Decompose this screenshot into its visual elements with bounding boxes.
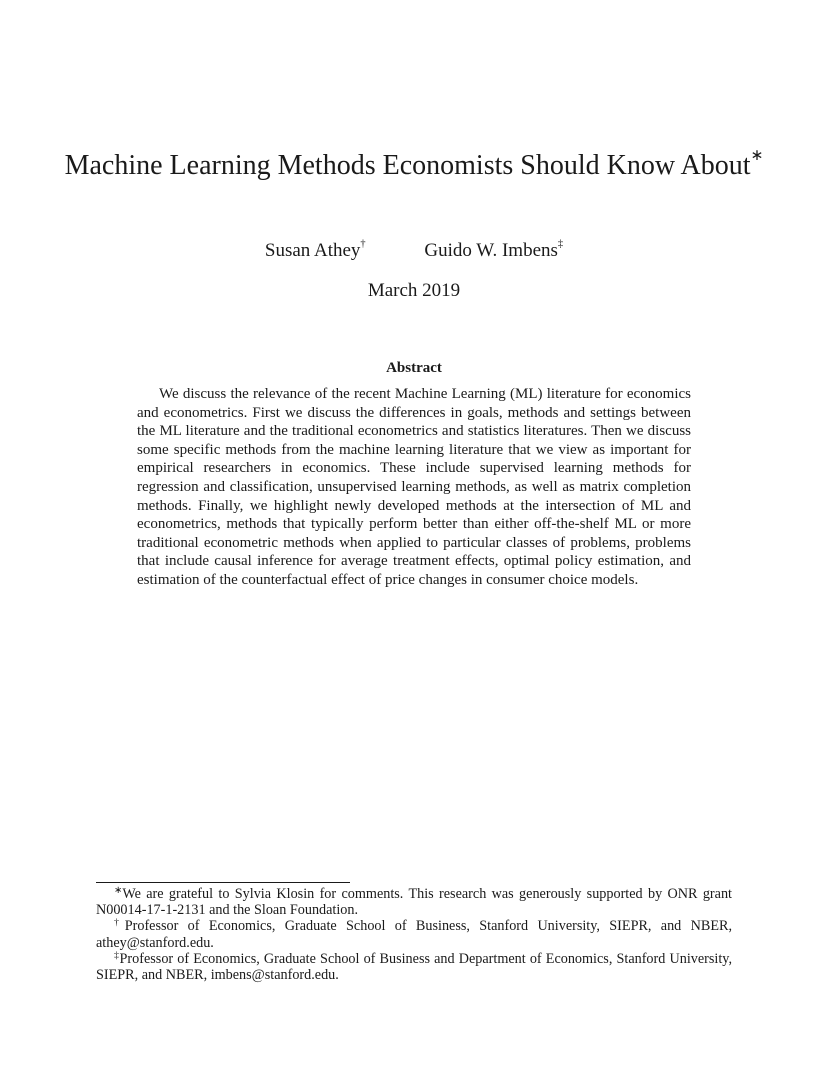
footnote-mark: † (114, 917, 125, 929)
footnote-mark: ‡ (114, 949, 120, 961)
title-footnote-mark: ∗ (750, 147, 764, 165)
footnote-text: We are grateful to Sylvia Klosin for comments. This research was generously supported by ONR grant N00014-17-1-2131 and the Sloan Foundation. (96, 886, 732, 919)
publication-date: March 2019 (367, 280, 461, 301)
abstract-heading: Abstract (386, 360, 442, 376)
author-athey (265, 238, 366, 264)
abstract-body: We discuss the relevance of the recent Machine Learning (ML) literature for economics and econometrics. First we discuss the differences in goals, methods and settings between the ML literature and the traditional econometrics and statistics literatures. Then we discuss some specific methods from the machine learning literature that we view as important for empirical researchers in economics. These include supervised learning methods for regression and classification, unsupervised learning methods, as well as matrix completion methods. Finally, we highlight newly developed methods at the intersection of ML and econometrics, methods that typically perform better than either off-the-shelf ML or more traditional econometric methods when applied to particular classes of problems, problems that include causal inference for average treatment effects, optimal policy estimation, and estimation of the counterfactual effect of price changes in consumer choice models. (137, 386, 691, 588)
footnote-divider (96, 882, 350, 883)
footnotes (96, 886, 732, 983)
footnote-athey-affiliation (96, 918, 732, 950)
author-imbens (424, 238, 563, 264)
author-footnote-mark: † (360, 238, 366, 250)
author-footnote-mark: ‡ (557, 238, 564, 250)
footnote-acknowledgement (96, 886, 732, 918)
paper-title-text: Machine Learning Methods Economists Should Know About (64, 150, 751, 181)
author-list (0, 238, 828, 264)
author-name: Susan Athey (264, 240, 361, 261)
paper-title (0, 148, 828, 184)
footnote-text: Professor of Economics, Graduate School of Business and Department of Economics, Stanford University, SIEPR, and NBER, imbens@stanford.edu. (96, 950, 732, 984)
footnote-imbens-affiliation (96, 951, 732, 983)
footnote-mark: ∗ (114, 885, 123, 897)
footnote-text: Professor of Economics, Graduate School of Business, Stanford University, SIEPR, and NBER, athey@stanford.edu. (96, 918, 732, 951)
author-name: Guido W. Imbens (424, 240, 558, 261)
